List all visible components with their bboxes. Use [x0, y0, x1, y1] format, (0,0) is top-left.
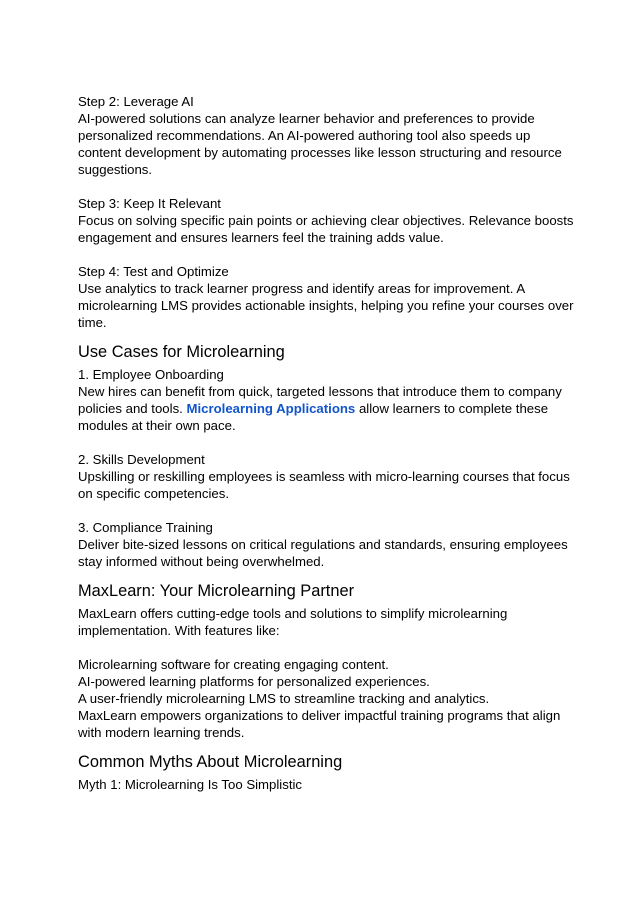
maxlearn-feature: with modern learning trends. — [78, 725, 245, 740]
use-case-line-with-link — [78, 400, 578, 417]
step2-line: AI-powered solutions can analyze learner behavior and preferences to provide — [78, 111, 535, 126]
use-case-title: 3. Compliance Training — [78, 520, 213, 535]
step2-line: suggestions. — [78, 162, 153, 177]
use-case-line: on specific competencies. — [78, 486, 229, 501]
step2-line: personalized recommendations. An AI-powered authoring tool also speeds up — [78, 128, 531, 143]
myths-section — [78, 776, 578, 793]
maxlearn-heading: MaxLearn: Your Microlearning Partner — [78, 582, 355, 600]
document-page — [78, 93, 578, 793]
use-case-onboarding — [78, 366, 578, 434]
myth-title: Myth 1: Microlearning Is Too Simplistic — [78, 777, 303, 792]
use-case-line: Deliver bite-sized lessons on critical regulations and standards, ensuring employees — [78, 537, 568, 552]
use-case-text: policies and tools. — [78, 401, 187, 416]
spacer — [78, 639, 578, 656]
use-case-text: allow learners to complete these — [355, 401, 549, 416]
step3-section — [78, 195, 578, 246]
step4-line: Use analytics to track learner progress and identify areas for improvement. A — [78, 281, 526, 296]
use-case-title: 1. Employee Onboarding — [78, 367, 224, 382]
step2-section — [78, 93, 578, 178]
maxlearn-feature: Microlearning software for creating engaging content. — [78, 657, 389, 672]
step4-line: microlearning LMS provides actionable insights, helping you refine your courses over — [78, 298, 574, 313]
maxlearn-feature: AI-powered learning platforms for personalized experiences. — [78, 674, 430, 689]
step3-line: engagement and ensures learners feel the training adds value. — [78, 230, 444, 245]
step4-section — [78, 263, 578, 331]
use-case-skills — [78, 451, 578, 502]
maxlearn-line: implementation. With features like: — [78, 623, 280, 638]
use-case-title: 2. Skills Development — [78, 452, 205, 467]
maxlearn-feature: A user-friendly microlearning LMS to streamline tracking and analytics. — [78, 691, 490, 706]
step2-line: content development by automating processes like lesson structuring and resource — [78, 145, 562, 160]
step3-title: Step 3: Keep It Relevant — [78, 196, 221, 211]
spacer — [78, 502, 578, 519]
step4-title: Step 4: Test and Optimize — [78, 264, 229, 279]
use-case-line: stay informed without being overwhelmed. — [78, 554, 325, 569]
microlearning-applications-link[interactable]: Microlearning Applications — [186, 401, 356, 416]
step2-title: Step 2: Leverage AI — [78, 94, 194, 109]
use-case-line: Upskilling or reskilling employees is seamless with micro-learning courses that focus — [78, 469, 570, 484]
step3-line: Focus on solving specific pain points or achieving clear objectives. Relevance boosts — [78, 213, 574, 228]
maxlearn-feature: MaxLearn empowers organizations to deliver impactful training programs that align — [78, 708, 561, 723]
maxlearn-line: MaxLearn offers cutting-edge tools and solutions to simplify microlearning — [78, 606, 508, 621]
myths-heading: Common Myths About Microlearning — [78, 753, 343, 771]
use-case-line: modules at their own pace. — [78, 418, 236, 433]
spacer — [78, 434, 578, 451]
maxlearn-section — [78, 605, 578, 741]
spacer — [78, 246, 578, 263]
use-case-compliance — [78, 519, 578, 570]
spacer — [78, 178, 578, 195]
use-case-line: New hires can benefit from quick, targeted lessons that introduce them to company — [78, 384, 562, 399]
use-cases-heading: Use Cases for Microlearning — [78, 343, 285, 361]
step4-line: time. — [78, 315, 107, 330]
